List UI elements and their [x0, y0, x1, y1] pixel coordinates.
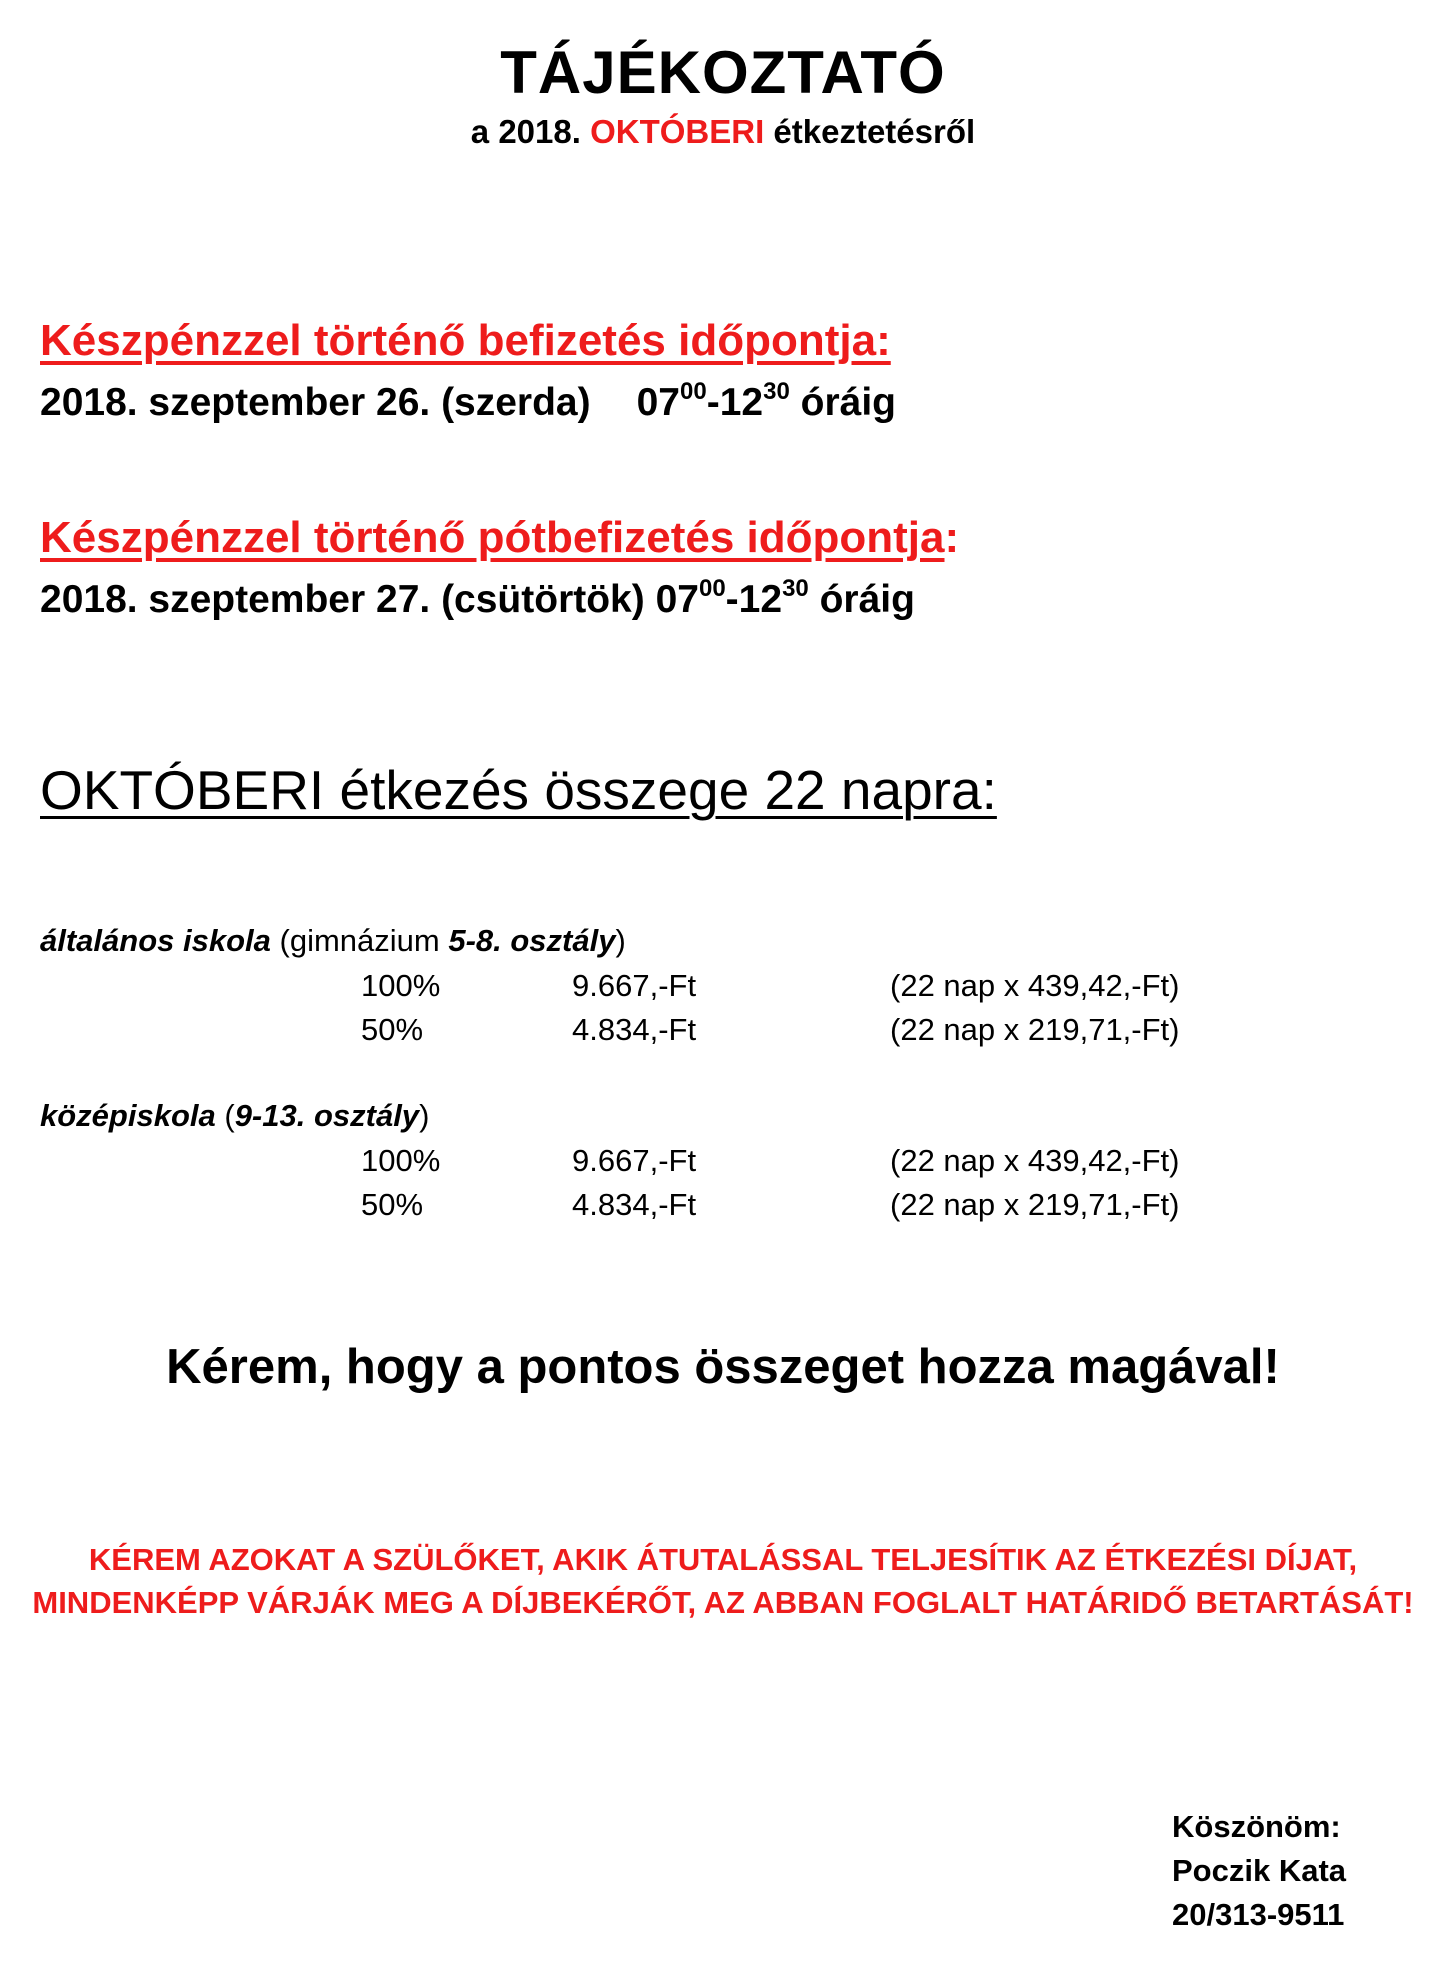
transfer-warning-text: KÉREM AZOKAT A SZÜLŐKET, AKIK ÁTUTALÁSSAL TELJESÍTIK AZ ÉTKEZÉSI DÍJAT, MINDENKÉPP VÁRJÁK MEG A DÍJBEKÉRŐT, AZ ABBAN FOGLALT HATÁRIDŐ BETARTÁSÁT! [32, 1542, 1414, 1620]
category-name: középiskola [40, 1098, 216, 1133]
price-amount: 4.834,-Ft [572, 1012, 697, 1047]
category-heading [40, 1098, 429, 1134]
category-detail-open: ( [215, 1098, 235, 1133]
category-detail-open: (gimnázium [270, 923, 449, 958]
signature-thanks: Köszönöm: [1172, 1809, 1341, 1844]
price-calc: (22 nap x 219,71,-Ft) [890, 1012, 1180, 1047]
total-heading: OKTÓBERI étkezés összege 22 napra: [40, 759, 997, 821]
category-detail: 5-8. osztály [448, 923, 616, 958]
payment-time-to-min: 30 [763, 378, 790, 405]
signature-phone: 20/313-9511 [1172, 1897, 1345, 1932]
subtitle-month: OKTÓBERI [590, 113, 765, 150]
late-payment-heading-line [40, 513, 959, 563]
late-payment-time-to-hour: 12 [738, 578, 783, 621]
signature-name: Poczik Kata [1172, 1853, 1347, 1888]
transfer-warning [0, 1538, 1446, 1624]
price-amount: 9.667,-Ft [572, 968, 697, 1003]
payment-time-to-hour: 12 [719, 381, 764, 424]
category-detail-close: ) [615, 923, 626, 958]
price-calc: (22 nap x 439,42,-Ft) [890, 1143, 1180, 1178]
subtitle-suffix: étkeztetésről [764, 113, 976, 150]
payment-date-line: 2018. szeptember 26. (szerda) $07^{00}-12^{30}$ óráig [40, 378, 896, 424]
price-calc: (22 nap x 219,71,-Ft) [890, 1187, 1180, 1222]
signature-block [1172, 1805, 1346, 1937]
late-payment-time-to-min: 30 [782, 575, 809, 602]
price-percent: 100% [361, 1143, 441, 1178]
subtitle-prefix: a 2018. [470, 113, 591, 150]
payment-heading: Készpénzzel történő befizetés időpontja: [40, 316, 891, 365]
page-subtitle [0, 113, 1446, 151]
payment-time-from-min: 00 [680, 378, 707, 405]
late-payment-time-from-min: 00 [698, 575, 726, 602]
payment-until: óráig [800, 381, 896, 424]
payment-time-from-hour: 07 [636, 381, 680, 424]
price-amount: 4.834,-Ft [572, 1187, 697, 1222]
late-payment-until: óráig [819, 578, 915, 621]
late-payment-time-from-hour: 07 [655, 578, 699, 621]
category-heading [40, 923, 626, 959]
reminder-text: Kérem, hogy a pontos összeget hozza magával! [166, 1340, 1280, 1394]
price-percent: 100% [361, 968, 441, 1003]
late-payment-heading: Készpénzzel történő pótbefizetés időpontja [40, 513, 945, 562]
late-payment-colon: : [944, 513, 960, 562]
late-payment-date-line: 2018. szeptember 27. (csütörtök) $07^{00}-12^{30}$ óráig [40, 575, 915, 621]
late-payment-date: 2018. szeptember 27. (csütörtök) [40, 578, 645, 621]
page-title: TÁJÉKOZTATÓ [500, 39, 946, 106]
payment-date: 2018. szeptember 26. (szerda) [40, 381, 591, 424]
price-calc: (22 nap x 439,42,-Ft) [890, 968, 1180, 1003]
price-percent: 50% [361, 1012, 424, 1047]
price-percent: 50% [361, 1187, 424, 1222]
price-amount: 9.667,-Ft [572, 1143, 697, 1178]
category-name: általános iskola [40, 923, 271, 958]
category-detail-close: ) [419, 1098, 430, 1133]
category-detail: 9-13. osztály [234, 1098, 420, 1133]
